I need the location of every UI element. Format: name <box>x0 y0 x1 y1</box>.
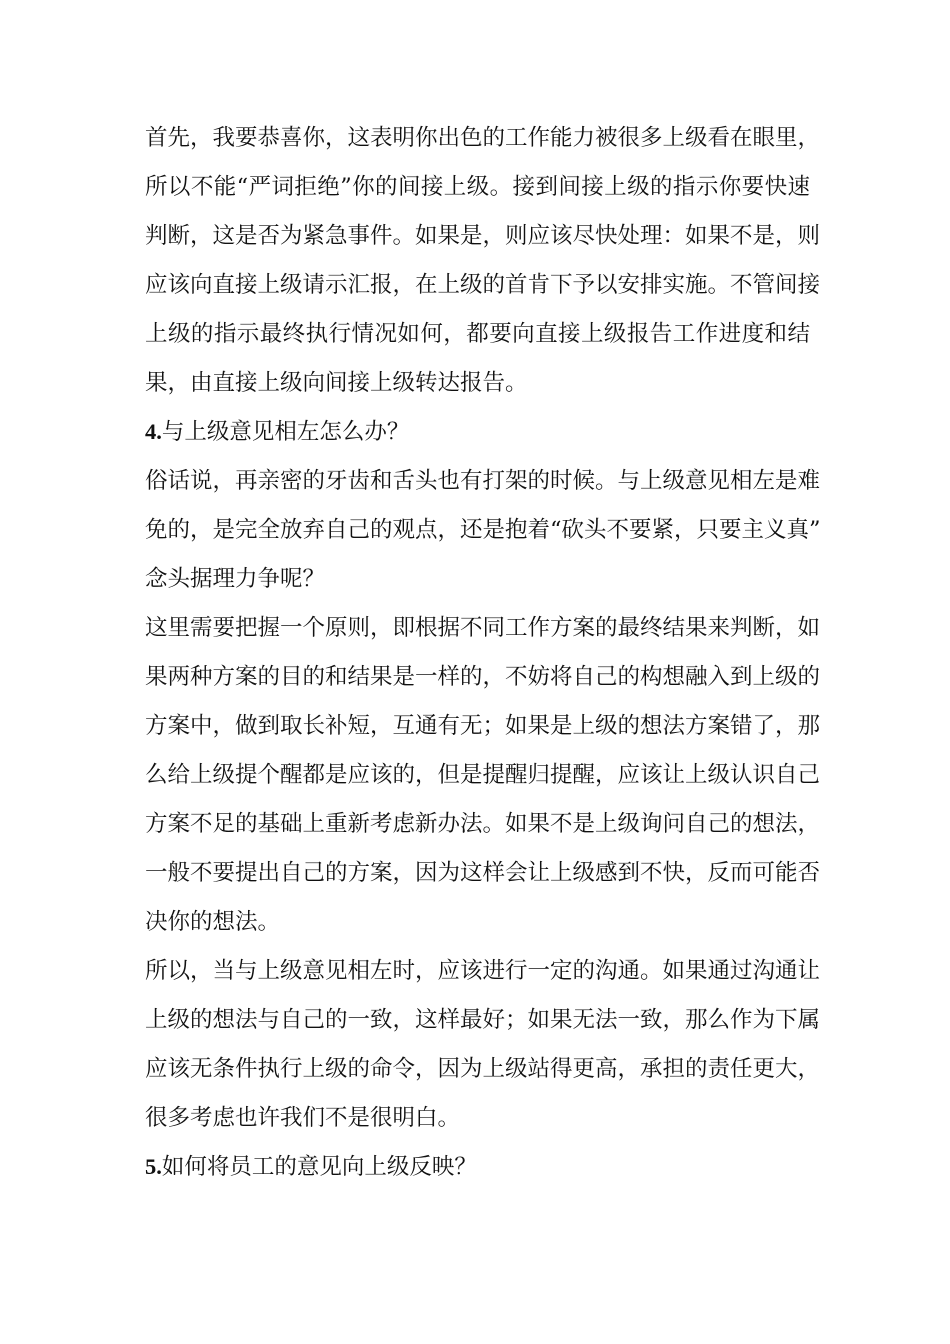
text-line: 这里需要把握一个原则，即根据不同工作方案的最终结果来判断，如 <box>145 615 821 641</box>
text-line: 应该向直接上级请示汇报，在上级的首肯下予以安排实施。不管间接 <box>145 272 821 298</box>
heading-number: 4. <box>145 419 162 444</box>
text-line: 首先，我要恭喜你，这表明你出色的工作能力被很多上级看在眼里， <box>145 125 821 151</box>
heading-number: 5. <box>145 1154 162 1179</box>
heading-text: 与上级意见相左怎么办？ <box>161 419 410 445</box>
text-line: 果，由直接上级向间接上级转达报告。 <box>145 370 528 396</box>
text-line: 上级的指示最终执行情况如何，都要向直接上级报告工作进度和结 <box>145 321 810 347</box>
text-line: 决你的想法。 <box>145 909 281 935</box>
text-line: 免的，是完全放弃自己的观点，还是抱着“砍头不要紧，只要主义真” <box>145 517 821 543</box>
text-line: 所以，当与上级意见相左时，应该进行一定的沟通。如果通过沟通让 <box>145 958 821 984</box>
section-heading-4 <box>145 417 810 447</box>
text-line: 应该无条件执行上级的命令，因为上级站得更高，承担的责任更大， <box>145 1056 821 1082</box>
text-line: 果两种方案的目的和结果是一样的，不妨将自己的构想融入到上级的 <box>145 664 821 690</box>
text-line: 方案中，做到取长补短，互通有无；如果是上级的想法方案错了，那 <box>145 713 821 739</box>
text-line: 一般不要提出自己的方案，因为这样会让上级感到不快，反而可能否 <box>145 860 821 886</box>
text-line: 俗话说，再亲密的牙齿和舌头也有打架的时候。与上级意见相左是难 <box>145 468 821 494</box>
text-line: 上级的想法与自己的一致，这样最好；如果无法一致，那么作为下属 <box>145 1007 821 1033</box>
text-line: 方案不足的基础上重新考虑新办法。如果不是上级询问自己的想法， <box>145 811 821 837</box>
text-line: 很多考虑也许我们不是很明白。 <box>145 1105 461 1131</box>
text-line: 所以不能“严词拒绝”你的间接上级。接到间接上级的指示你要快速 <box>145 174 810 200</box>
heading-text: 如何将员工的意见向上级反映？ <box>161 1154 477 1180</box>
text-line: 判断，这是否为紧急事件。如果是，则应该尽快处理：如果不是，则 <box>145 223 821 249</box>
section-heading-5 <box>145 1152 810 1182</box>
text-line: 么给上级提个醒都是应该的，但是提醒归提醒，应该让上级认识自己 <box>145 762 821 788</box>
text-line: 念头据理力争呢？ <box>145 566 326 592</box>
